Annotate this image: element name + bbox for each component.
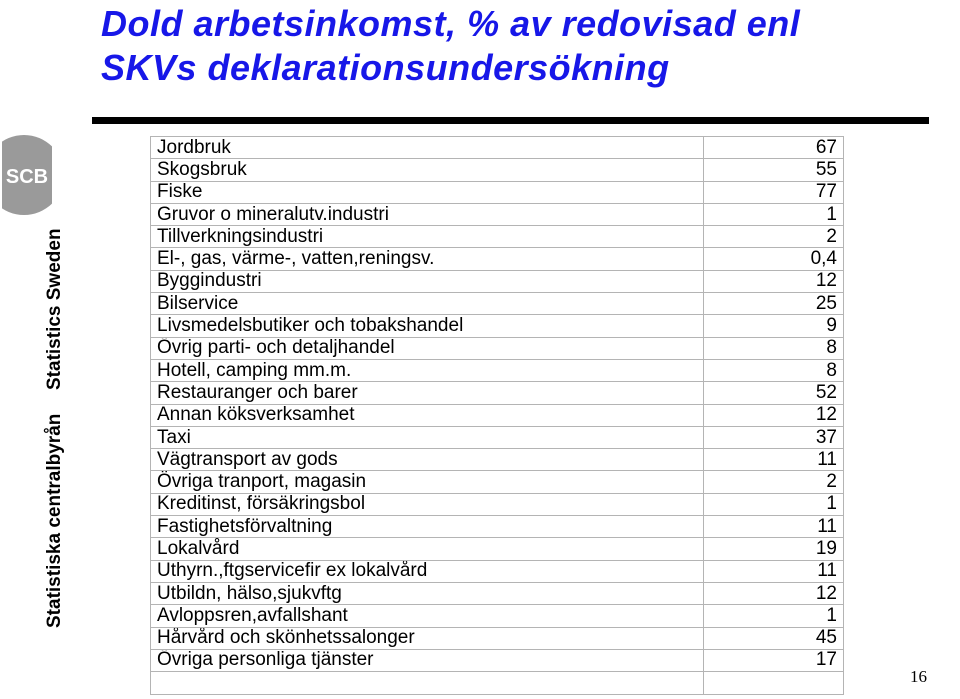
hidden-income-value: 2 — [704, 471, 844, 493]
industry-label: Uthyrn.,ftgservicefir ex lokalvård — [151, 560, 704, 582]
empty-cell — [704, 672, 844, 695]
hidden-income-value: 45 — [704, 627, 844, 649]
table-row — [151, 226, 844, 248]
table-row — [151, 382, 844, 404]
industry-label: Hårvård och skönhetssalonger — [151, 627, 704, 649]
industry-label: Kreditinst, försäkringsbol — [151, 493, 704, 515]
industry-label: Lokalvård — [151, 538, 704, 560]
data-table — [150, 136, 844, 695]
table-row — [151, 493, 844, 515]
hidden-income-value: 12 — [704, 270, 844, 292]
table-row — [151, 404, 844, 426]
industry-label: Fastighetsförvaltning — [151, 516, 704, 538]
industry-label: Utbildn, hälso,sjukvftg — [151, 582, 704, 604]
table-row — [151, 582, 844, 604]
hidden-income-value: 11 — [704, 449, 844, 471]
industry-label: Hotell, camping mm.m. — [151, 359, 704, 381]
table-row — [151, 181, 844, 203]
table-row — [151, 270, 844, 292]
table-row — [151, 449, 844, 471]
hidden-income-value: 25 — [704, 293, 844, 315]
hidden-income-value: 37 — [704, 426, 844, 448]
table-row — [151, 137, 844, 159]
slide-title-line-2: SKVs deklarationsundersökning — [101, 47, 670, 88]
industry-label: Jordbruk — [151, 137, 704, 159]
page-number: 16 — [910, 667, 927, 686]
hidden-income-value: 17 — [704, 649, 844, 671]
scb-logo — [2, 134, 52, 216]
empty-cell — [151, 672, 704, 695]
slide-title — [101, 2, 800, 90]
industry-label: Avloppsren,avfallshant — [151, 605, 704, 627]
data-table-body — [151, 137, 844, 695]
table-row — [151, 605, 844, 627]
hidden-income-value: 19 — [704, 538, 844, 560]
scb-logo-text: SCB — [5, 166, 49, 188]
industry-label: Övrig parti- och detaljhandel — [151, 337, 704, 359]
table-row — [151, 560, 844, 582]
slide-title-line-1: Dold arbetsinkomst, % av redovisad enl — [101, 3, 801, 44]
hidden-income-value: 12 — [704, 582, 844, 604]
hidden-income-value: 67 — [704, 137, 844, 159]
hidden-income-value: 11 — [704, 516, 844, 538]
industry-label: Byggindustri — [151, 270, 704, 292]
industry-label: El-, gas, värme-, vatten,reningsv. — [151, 248, 704, 270]
title-divider — [92, 117, 929, 124]
table-row — [151, 627, 844, 649]
industry-label: Restauranger och barer — [151, 382, 704, 404]
table-row-empty — [151, 672, 844, 695]
industry-label: Tillverkningsindustri — [151, 226, 704, 248]
industry-label: Bilservice — [151, 293, 704, 315]
table-row — [151, 293, 844, 315]
hidden-income-value: 12 — [704, 404, 844, 426]
brand-name-en: Statistics Sweden — [44, 228, 65, 390]
table-row — [151, 359, 844, 381]
industry-label: Fiske — [151, 181, 704, 203]
industry-label: Gruvor o mineralutv.industri — [151, 203, 704, 225]
industry-label: Annan köksverksamhet — [151, 404, 704, 426]
hidden-income-value: 77 — [704, 181, 844, 203]
table-row — [151, 649, 844, 671]
table-row — [151, 248, 844, 270]
table-row — [151, 203, 844, 225]
hidden-income-value: 8 — [704, 359, 844, 381]
industry-label: Vägtransport av gods — [151, 449, 704, 471]
hidden-income-value: 1 — [704, 605, 844, 627]
industry-label: Skogsbruk — [151, 159, 704, 181]
hidden-income-value: 52 — [704, 382, 844, 404]
hidden-income-value: 55 — [704, 159, 844, 181]
industry-label: Övriga tranport, magasin — [151, 471, 704, 493]
table-row — [151, 516, 844, 538]
industry-label: Övriga personliga tjänster — [151, 649, 704, 671]
hidden-income-value: 2 — [704, 226, 844, 248]
table-row — [151, 538, 844, 560]
table-row — [151, 471, 844, 493]
hidden-income-value: 8 — [704, 337, 844, 359]
table-row — [151, 315, 844, 337]
hidden-income-value: 1 — [704, 493, 844, 515]
table-row — [151, 159, 844, 181]
hidden-income-value: 0,4 — [704, 248, 844, 270]
table-row — [151, 337, 844, 359]
hidden-income-value: 9 — [704, 315, 844, 337]
industry-label: Taxi — [151, 426, 704, 448]
industry-label: Livsmedelsbutiker och tobakshandel — [151, 315, 704, 337]
table-row — [151, 426, 844, 448]
hidden-income-value: 11 — [704, 560, 844, 582]
brand-name-sv: Statistiska centralbyrån — [44, 413, 65, 628]
hidden-income-value: 1 — [704, 203, 844, 225]
